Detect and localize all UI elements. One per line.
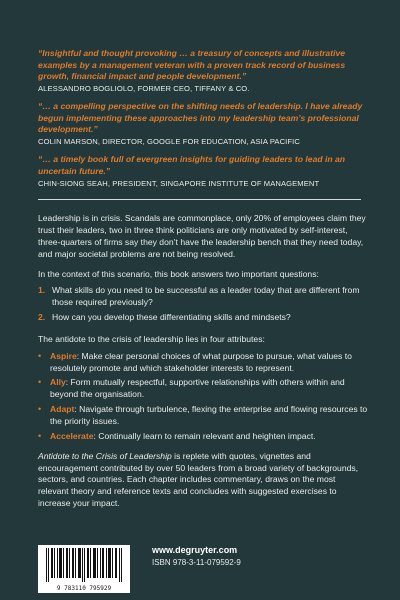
question-text: What skills do you need to be successful as a leader today that are different from those required previously? (52, 285, 360, 308)
barcode (38, 545, 130, 593)
question-item (38, 312, 368, 324)
endorsement-quote (38, 101, 373, 146)
antidote-paragraph: The antidote to the crisis of leadership lies in four attributes: (38, 333, 265, 344)
closing-paragraph (38, 451, 368, 510)
attribute-text: : Form mutually respectful, supportive relationships with others within and beyond the organisation. (50, 377, 345, 400)
quote-text: “… a timely book full of evergreen insights for guiding leaders to lead in an uncertain future.” (38, 154, 346, 176)
questions-list (38, 285, 368, 324)
intro-paragraph: Leadership is in crisis. Scandals are commonplace, only 20% of employees claim they trust their leaders, two in three think politicians are only motivated by self-interest, three-quarters of firms say they don’t have the leadership bench that they need today, and major societal problems are not being resolved. (38, 213, 366, 259)
quote-attribution: ALESSANDRO BOGLIOLO, FORMER CEO, TIFFANY & CO. (38, 84, 250, 94)
attribute-name: Adapt (50, 404, 75, 415)
isbn-text: ISBN 978-3-11-079592-9 (152, 558, 241, 567)
bullet-icon: • (38, 404, 42, 415)
barcode-bars (38, 545, 130, 585)
book-title: Antidote to the Crisis of Leadership (38, 450, 172, 461)
attributes-list (38, 351, 368, 443)
bullet-icon: • (38, 350, 42, 361)
quote-text: “Insightful and thought provoking … a treasury of concepts and illustrative examples by a management veteran with a proven track record of business growth, financial impact and people development.” (38, 48, 346, 82)
attribute-name: Aspire (50, 350, 77, 361)
question-item (38, 285, 368, 309)
bullet-icon: • (38, 430, 42, 441)
publisher-info (152, 545, 241, 567)
attribute-item (38, 351, 368, 375)
attribute-name: Accelerate (50, 430, 94, 441)
attribute-text: : Make clear personal choices of what purpose to pursue, what values to resolutely promote and which stakeholder interests to represent. (50, 350, 352, 373)
context-paragraph: In the context of this scenario, this book answers two important questions: (38, 269, 319, 280)
quote-text: “… a compelling perspective on the shifting needs of leadership. I have already begun implementing these approaches into my leadership team’s professional development.” (38, 101, 363, 135)
quote-attribution: CHIN-SIONG SEAH, PRESIDENT, SINGAPORE INSTITUTE OF MANAGEMENT (38, 178, 320, 188)
bullet-icon: • (38, 377, 42, 388)
publisher-url[interactable]: www.degruyter.com (152, 545, 238, 555)
quote-attribution: COLIN MARSON, DIRECTOR, GOOGLE FOR EDUCATION, ASIA PACIFIC (38, 137, 300, 147)
blurb (38, 213, 368, 519)
endorsement-quote (38, 48, 373, 93)
divider-rule (38, 199, 361, 200)
closing-text: is replete with quotes, vignettes and encouragement contributed by over 50 leaders from a broad variety of backgrounds, sectors, and countries. Each chapter includes commentary, draws on the most relevant theory and reference texts and concludes with suggested exercises to increase your impact. (38, 450, 359, 509)
attribute-item (38, 377, 368, 401)
attribute-name: Ally (50, 377, 66, 388)
attribute-text: : Navigate through turbulence, flexing the enterprise and flowing resources to the priority issues. (50, 404, 368, 427)
attribute-item (38, 431, 368, 443)
endorsement-quote (38, 154, 373, 187)
barcode-number: 9 783110 795929 (56, 585, 112, 592)
attribute-item (38, 404, 368, 428)
question-number: 1. (38, 285, 46, 296)
question-number: 2. (38, 312, 46, 323)
question-text: How can you develop these differentiating skills and mindsets? (52, 312, 291, 323)
endorsements (38, 48, 373, 196)
attribute-text: : Continually learn to remain relevant and heighten impact. (93, 430, 316, 441)
